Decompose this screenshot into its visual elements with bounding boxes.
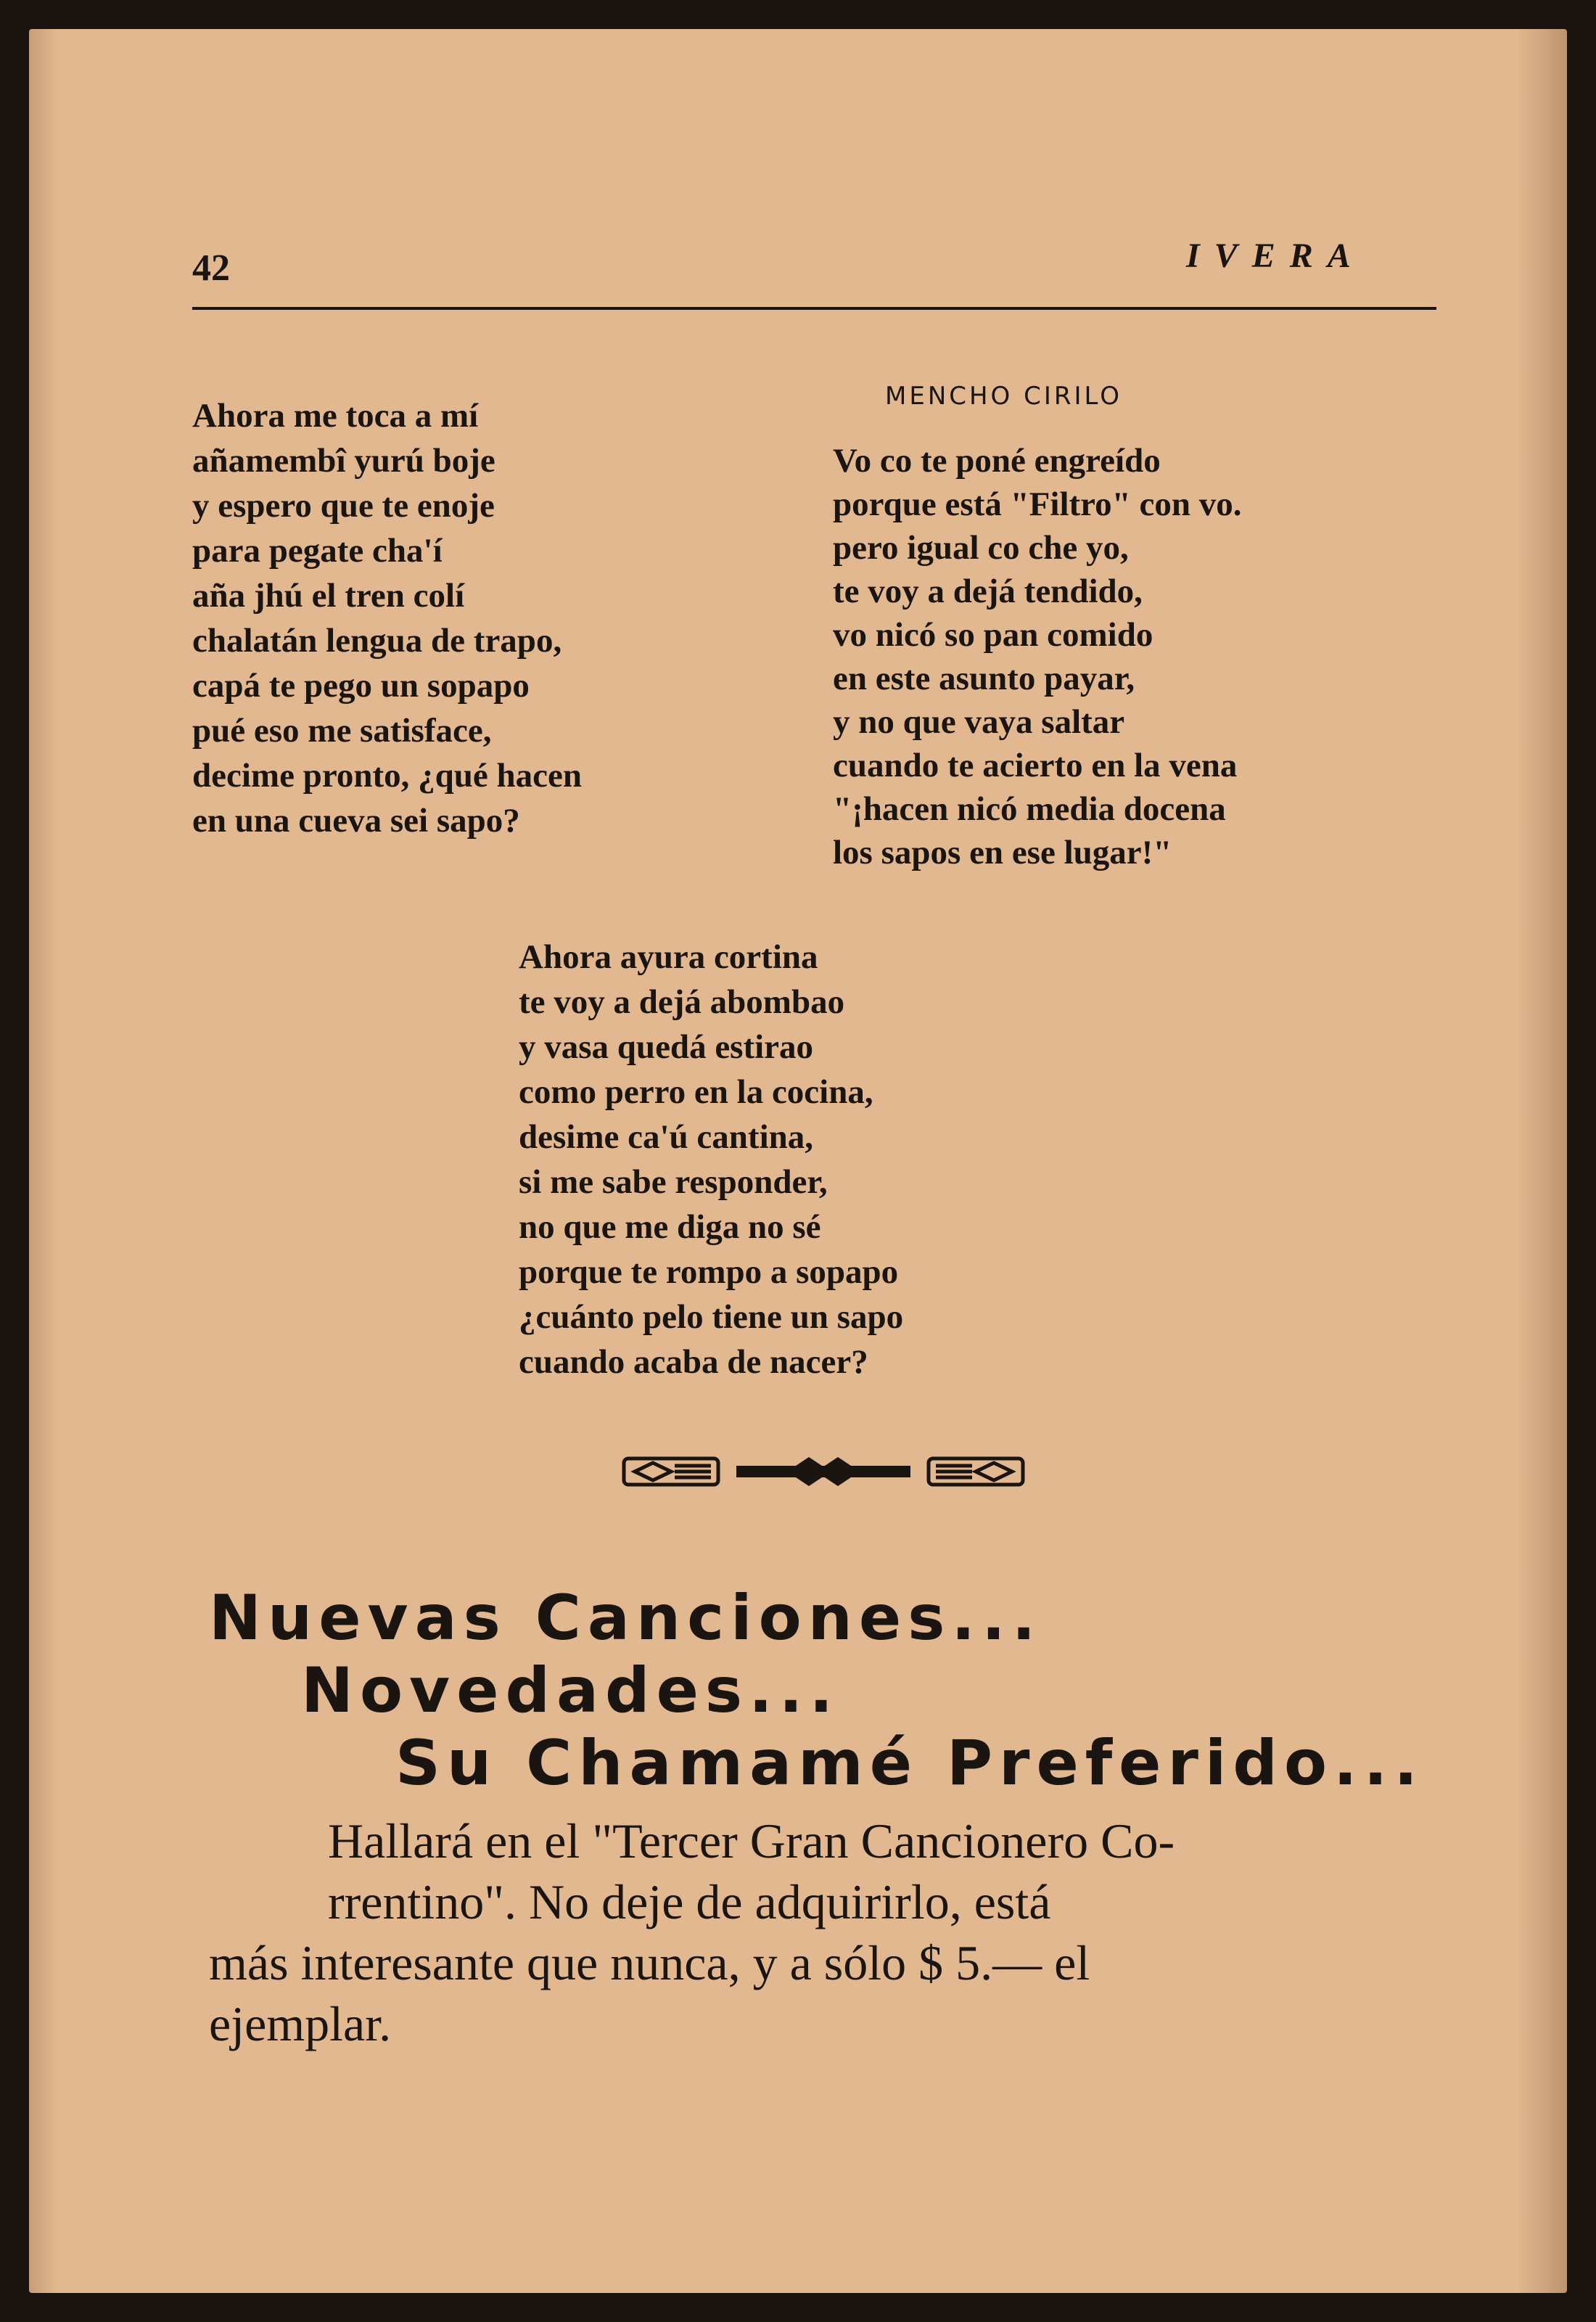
verse-line: cuando te acierto en la vena [833,747,1238,784]
verse-line: para pegate cha'í [192,532,443,570]
verse-left [192,393,582,843]
ad-heading-favorite-chamame: Su Chamamé Preferido... [395,1727,1425,1800]
verse-line: y no que vaya saltar [833,703,1125,741]
verse-center [519,935,903,1384]
running-title: IVERA [1186,237,1365,275]
singer-name: MENCHO CIRILO [885,382,1123,411]
verse-line: pero igual co che yo, [833,529,1129,567]
page-shadow-left [29,29,58,2293]
ad-body-line: más interesante que nunca, y a sólo $ 5.— el [209,1935,1090,1990]
verse-line: cuando acaba de nacer? [519,1343,868,1381]
verse-line: aña jhú el tren colí [192,577,465,615]
verse-line: te voy a dejá abombao [519,983,845,1021]
page-shadow-right [1516,29,1567,2293]
verse-line: ¿cuánto pelo tiene un sapo [519,1298,904,1336]
verse-line: capá te pego un sopapo [192,667,530,705]
verse-line: y vasa quedá estirao [519,1028,814,1066]
verse-line: Ahora ayura cortina [519,938,818,976]
ad-heading-novelties: Novedades... [301,1654,840,1727]
verse-line: chalatán lengua de trapo, [192,622,562,660]
ad-body-line: Hallará en el "Tercer Gran Cancionero Co- [328,1813,1175,1868]
verse-line: no que me diga no sé [519,1208,821,1246]
page-number: 42 [192,247,230,289]
verse-line: añamembî yurú boje [192,442,495,480]
verse-line: decime pronto, ¿qué hacen [192,757,583,795]
verse-line: porque te rompo a sopapo [519,1253,899,1291]
verse-right [833,439,1242,874]
verse-line: y espero que te enoje [192,487,495,525]
ad-body-line: rrentino". No deje de adquirirlo, está [328,1874,1051,1929]
ornament-divider-icon [620,1450,1027,1493]
header-rule [192,307,1436,310]
verse-line: como perro en la cocina, [519,1073,873,1111]
verse-line: te voy a dejá tendido, [833,573,1143,610]
verse-line: vo nicó so pan comido [833,616,1153,654]
verse-line: si me sabe responder, [519,1163,828,1201]
verse-line: Vo co te poné engreído [833,442,1161,480]
verse-line: porque está "Filtro" con vo. [833,485,1242,523]
verse-line: los sapos en ese lugar!" [833,834,1172,871]
verse-line: desime ca'ú cantina, [519,1118,814,1156]
ad-body-line: ejemplar. [209,1996,392,2051]
verse-line: en este asunto payar, [833,660,1135,697]
ad-heading-new-songs: Nuevas Canciones... [209,1582,1042,1654]
verse-line: pué eso me satisface, [192,712,492,750]
verse-line: en una cueva sei sapo? [192,802,520,840]
book-page [29,29,1567,2293]
verse-line: Ahora me toca a mí [192,397,479,435]
verse-line: "¡hacen nicó media docena [833,790,1226,828]
